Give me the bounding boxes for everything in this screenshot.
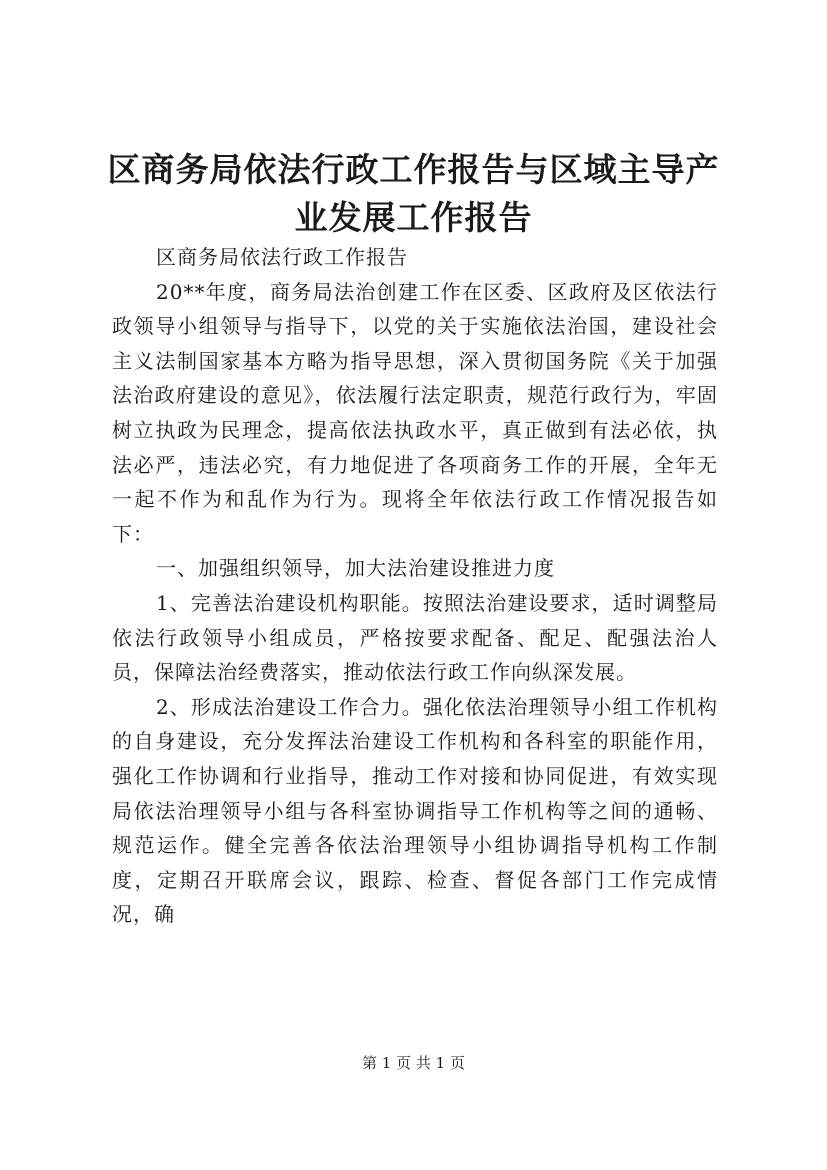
page-footer: 第 1 页 共 1 页: [362, 1054, 465, 1072]
document-title: 区商务局依法行政工作报告与区域主导产业发展工作报告: [107, 150, 720, 237]
body-paragraph: 2、形成法治建设工作合力。强化依法治理领导小组工作机构的自身建设，充分发挥法治建设工作机构和各科室的职能作用，强化工作协调和行业指导，推动工作对接和协同促进，有效实现局依法治理领导小组与各科室协调指导工作机构等之间的通畅、规范运作。健全完善各依法治理领导小组协调指导机构工作制度，定期召开联席会议，跟踪、检查、督促各部门工作完成情况，确: [112, 694, 718, 927]
section-heading: 一、加强组织领导，加大法治建设推进力度: [156, 556, 555, 581]
body-paragraph: 20**年度，商务局法治创建工作在区委、区政府及区依法行政领导小组领导与指导下，以党的关于实施依法治国，建设社会主义法制国家基本方略为指导思想，深入贯彻国务院《关于加强法治政府建设的意见》，依法履行法定职责，规范行政行为，牢固树立执政为民理念，提高依法执政水平，真正做到有法必依，执法必严，违法必究，有力地促进了各项商务工作的开展，全年无一起不作为和乱作为行为。现将全年依法行政工作情况报告如下：: [112, 279, 718, 546]
subtitle-paragraph: 区商务局依法行政工作报告: [156, 245, 408, 269]
body-paragraph: 1、完善法治建设机构职能。按照法治建设要求，适时调整局依法行政领导小组成员，严格按要求配备、配足、配强法治人员，保障法治经费落实，推动依法行政工作向纵深发展。: [112, 590, 718, 685]
document-body: [112, 240, 718, 932]
